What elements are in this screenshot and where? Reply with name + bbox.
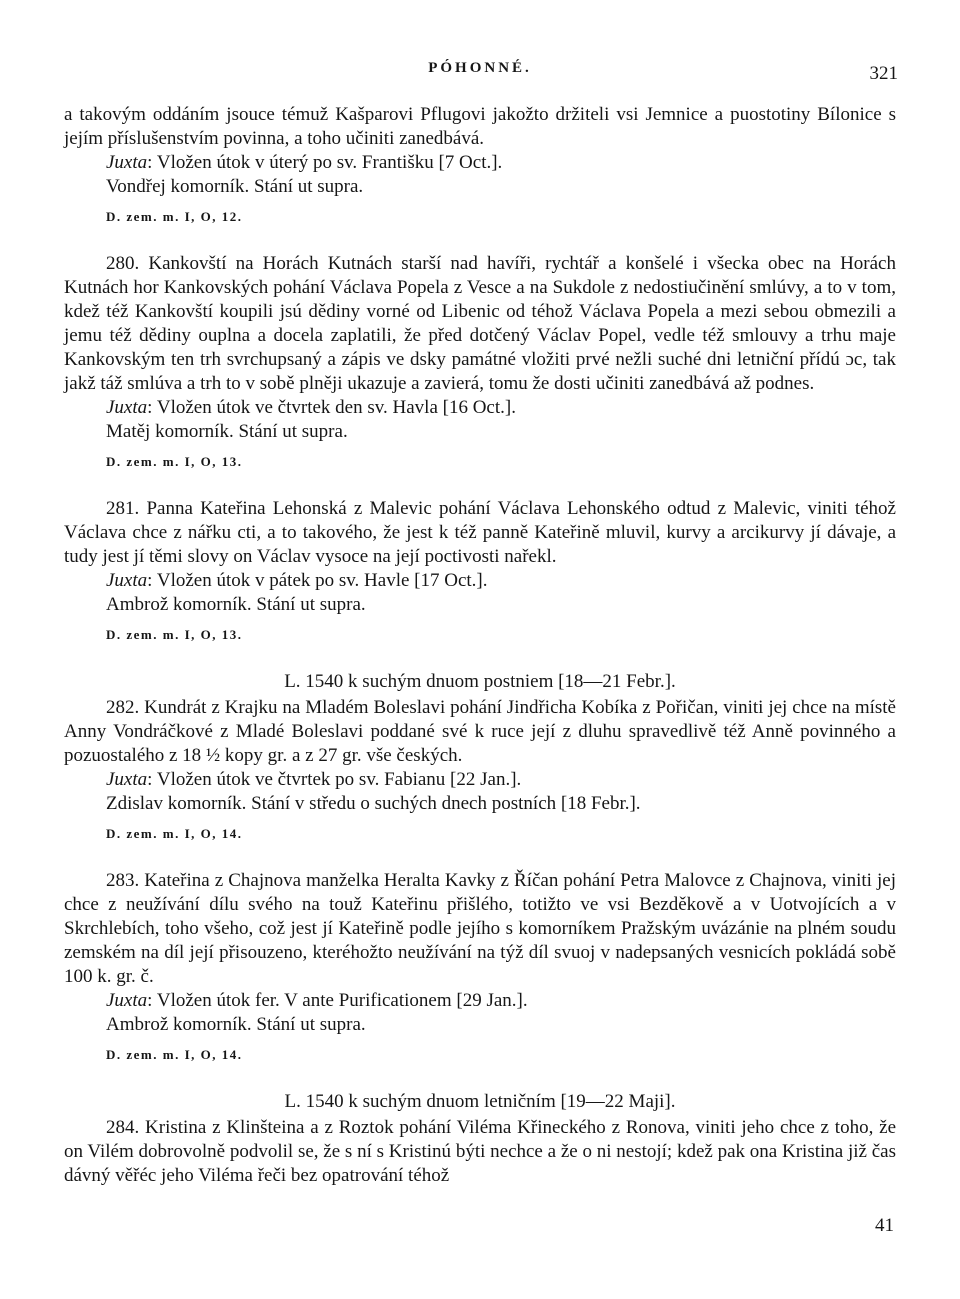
- komornik-line: Ambrož komorník. Stání ut supra.: [106, 1014, 366, 1035]
- section-heading: L. 1540 k suchým dnuom postniem [18—21 Febr.].: [284, 671, 676, 692]
- entry-text: 281. Panna Kateřina Lehonská z Malevic pohání Václava Lehonského odtud z Malevic, viniti téhož Václava chce z nářku cti, a to takového, že jest k též panně Kateřině mluvil, kurvy a arcikurvy jí dávaje, a tudy jest jí těmi slovy on Václav vysoce na její poctivosti nařekl.: [64, 498, 896, 567]
- komornik-line: Vondřej komorník. Stání ut supra.: [106, 176, 364, 197]
- juxta-line: [64, 151, 896, 175]
- entry-text: 284. Kristina z Klinšteina a z Roztok pohání Viléma Křineckého z Ronova, viniti jeho chce z toho, že on Vilém dobrovolně podvolil se, že s ní s Kristinú býti nechce a že o ni nestojí; kdež pak ona Kristina již čas dávný věřéc jeho Viléma řeči bez opatrování téhož: [64, 1117, 896, 1186]
- komornik-line: Ambrož komorník. Stání ut supra.: [106, 594, 366, 615]
- juxta-line: [64, 396, 896, 420]
- source-ref: D. zem. m. I, O, 12.: [106, 209, 243, 224]
- page-content: [64, 103, 896, 1188]
- juxta-text: : Vložen útok fer. V ante Purificationem [29 Jan.].: [147, 990, 528, 1011]
- juxta-text: : Vložen útok ve čtvrtek po sv. Fabianu [22 Jan.].: [147, 769, 522, 790]
- komornik-line: Zdislav komorník. Stání v středu o suchých dnech postních [18 Febr.].: [106, 793, 641, 814]
- signature-mark: 41: [875, 1215, 894, 1236]
- running-head: PÓHONNÉ.: [428, 60, 532, 76]
- komornik-line: Matěj komorník. Stání ut supra.: [106, 421, 348, 442]
- source-ref: D. zem. m. I, O, 14.: [106, 826, 243, 841]
- juxta-text: : Vložen útok ve čtvrtek den sv. Havla [16 Oct.].: [147, 397, 516, 418]
- juxta-label: Juxta: [106, 769, 148, 790]
- entry-text: 282. Kundrát z Krajku na Mladém Boleslavi pohání Jindřicha Kobíka z Pořičan, viniti jej chce na místě Anny Vondráčkové z Mladé Boleslavi poddané své k ruce její z dluhu spravedlivě též Anně povinného a pozuostalého z 18 ½ kopy gr. a z 27 gr. vše českých.: [64, 697, 896, 766]
- entry-text: 283. Kateřina z Chajnova manželka Heralta Kavky z Říčan pohání Petra Malovce z Chajnova, viniti jej chce z neužívání dílu svého na touž Kateřinu přišlého, totižto ve vsi Bezděkově a v Uotvojících a v Skrchlebích, toho všeho, což jest jí Kateřině podle jejího s komorníkem Pražským uvázánie na plném soudu zemském na díl její přisouzeno, kteréhožto neužívání na týž díl svuoj v nadepsaných vesnicích pokládá sobě 100 k. gr. č.: [64, 870, 896, 987]
- juxta-label: Juxta: [106, 570, 148, 591]
- juxta-label: Juxta: [106, 990, 148, 1011]
- juxta-label: Juxta: [106, 152, 148, 173]
- juxta-label: Juxta: [106, 397, 148, 418]
- juxta-line: [64, 989, 896, 1013]
- entry-text: 280. Kankovští na Horách Kutnách starší nad havíři, rychtář a konšelé i všecka obec na Horách Kutnách hor Kankovských pohání Václava Popela z Vesce a na Sukdole z nedostiučinění smlúvy, a to v tom, kdež též Kankovští koupili jsú dědiny vorné od Libenic od téhož Václava Popela a mezi sebou obmezili a jemu též dědiny ouplna a docela zaplatili, že před dotčený Václav Popel, vedle též smlouvy a trhu maje Kankovským ten trh svrchupsaný a zápis ve dsky památné vložiti prvé nežli suché dni letniční přídú ɔc, tak jakž táž smlúva a trh to v sobě plněji ukazuje a zavierá, tomu že dosti učiniti zanedbává až podnes.: [64, 253, 896, 394]
- section-heading: L. 1540 k suchým dnuom letničním [19—22 Maji].: [284, 1091, 676, 1112]
- entry-text: a takovým oddáním jsouce témuž Kašparovi Pflugovi jakožto držiteli vsi Jemnice a puostotiny Bílonice s jejím příslušenstvím povinna, a toho učiniti zanedbává.: [64, 104, 896, 149]
- juxta-text: : Vložen útok v pátek po sv. Havle [17 Oct.].: [147, 570, 488, 591]
- juxta-text: : Vložen útok v úterý po sv. Františku [7 Oct.].: [147, 152, 503, 173]
- juxta-line: [64, 768, 896, 792]
- source-ref: D. zem. m. I, O, 13.: [106, 627, 243, 642]
- source-ref: D. zem. m. I, O, 14.: [106, 1047, 243, 1062]
- source-ref: D. zem. m. I, O, 13.: [106, 454, 243, 469]
- page-number: 321: [869, 63, 898, 84]
- juxta-line: [64, 569, 896, 593]
